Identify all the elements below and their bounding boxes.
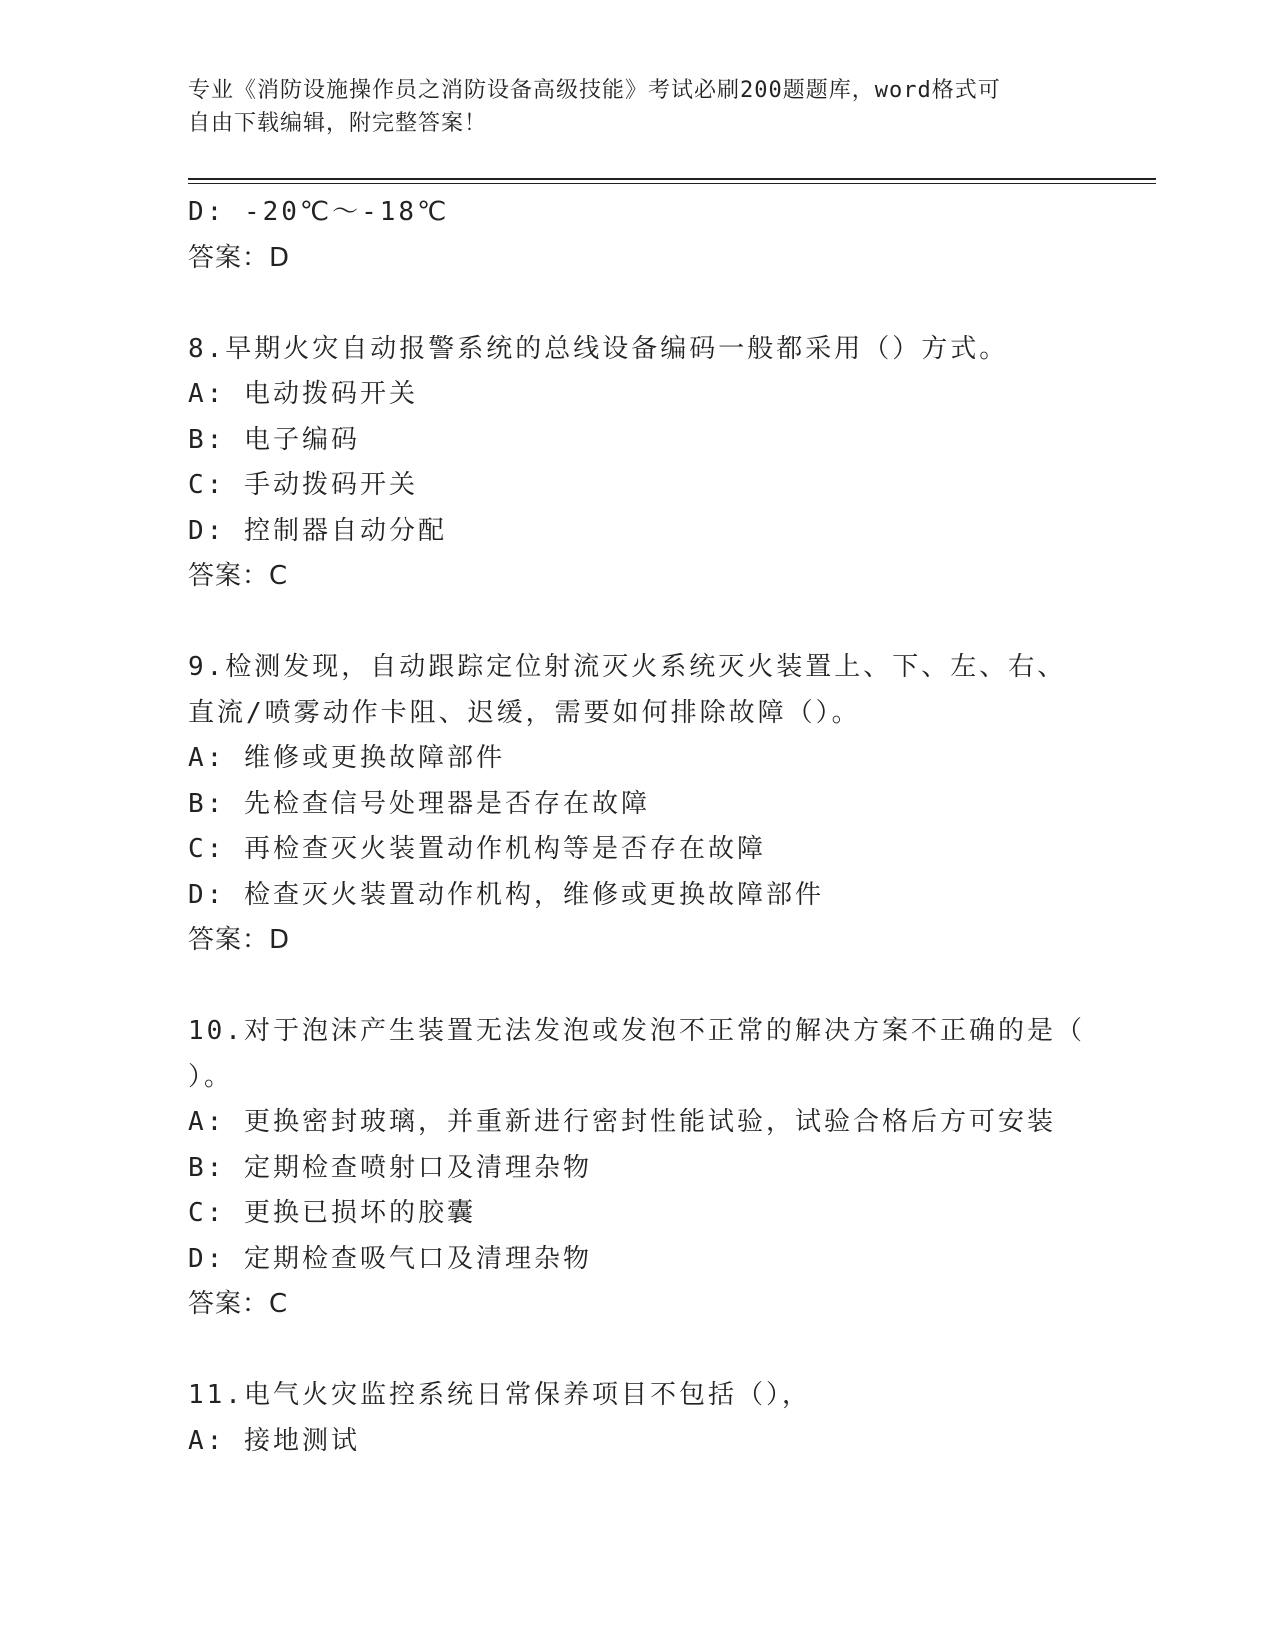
answer-line: 答案：C — [188, 561, 289, 591]
option-d: D: 检查灭火装置动作机构，维修或更换故障部件 — [188, 879, 824, 910]
question-block-9 — [188, 645, 1128, 964]
option-a: A: 电动拨码开关 — [188, 379, 418, 409]
spacer — [188, 281, 1128, 327]
question-text-line-2: 直流/喷雾动作卡阻、迟缓，需要如何排除故障（）。 — [188, 697, 861, 728]
question-block-11 — [188, 1373, 1128, 1464]
option-a: A: 接地测试 — [188, 1425, 360, 1456]
spacer — [188, 600, 1128, 646]
header-divider-thin — [188, 183, 1156, 184]
option-a: A: 更换密封玻璃，并重新进行密封性能试验，试验合格后方可安装 — [188, 1107, 1056, 1137]
header-line-1: 专业《消防设施操作员之消防设备高级技能》考试必刷200题题库，word格式可 — [188, 78, 1001, 103]
option-a: A: 维修或更换故障部件 — [188, 743, 505, 773]
spacer — [188, 1328, 1128, 1374]
question-text-line-2: ）。 — [188, 1061, 234, 1092]
question-text: 8.早期火灾自动报警系统的总线设备编码一般都采用（）方式。 — [188, 333, 1009, 364]
spacer — [188, 964, 1128, 1010]
option-c: C: 更换已损坏的胶囊 — [188, 1198, 476, 1228]
document-header — [188, 74, 1088, 140]
question-text-line-1: 9.检测发现，自动跟踪定位射流灭火系统灭火装置上、下、左、右、 — [188, 652, 1067, 682]
option-b: B: 先检查信号处理器是否存在故障 — [188, 788, 650, 819]
answer-line: 答案：D — [188, 242, 291, 273]
question-list — [188, 190, 1128, 1464]
option-d: D: -20℃～-18℃ — [188, 197, 450, 227]
question-text: 11.电气火灾监控系统日常保养项目不包括（）， — [188, 1380, 811, 1410]
header-divider-thick — [188, 178, 1156, 180]
question-block-prev — [188, 190, 1128, 281]
option-b: B: 定期检查喷射口及清理杂物 — [188, 1152, 592, 1183]
header-line-2: 自由下载编辑，附完整答案！ — [188, 111, 488, 136]
answer-line: 答案：D — [188, 925, 291, 955]
option-d: D: 定期检查吸气口及清理杂物 — [188, 1243, 592, 1274]
answer-line: 答案：C — [188, 1289, 289, 1319]
option-d: D: 控制器自动分配 — [188, 515, 447, 546]
option-c: C: 再检查灭火装置动作机构等是否存在故障 — [188, 834, 766, 864]
question-block-8 — [188, 327, 1128, 600]
option-c: C: 手动拨码开关 — [188, 470, 418, 500]
question-block-10 — [188, 1009, 1128, 1328]
option-b: B: 电子编码 — [188, 424, 360, 455]
question-text-line-1: 10.对于泡沫产生装置无法发泡或发泡不正常的解决方案不正确的是（ — [188, 1016, 1085, 1046]
